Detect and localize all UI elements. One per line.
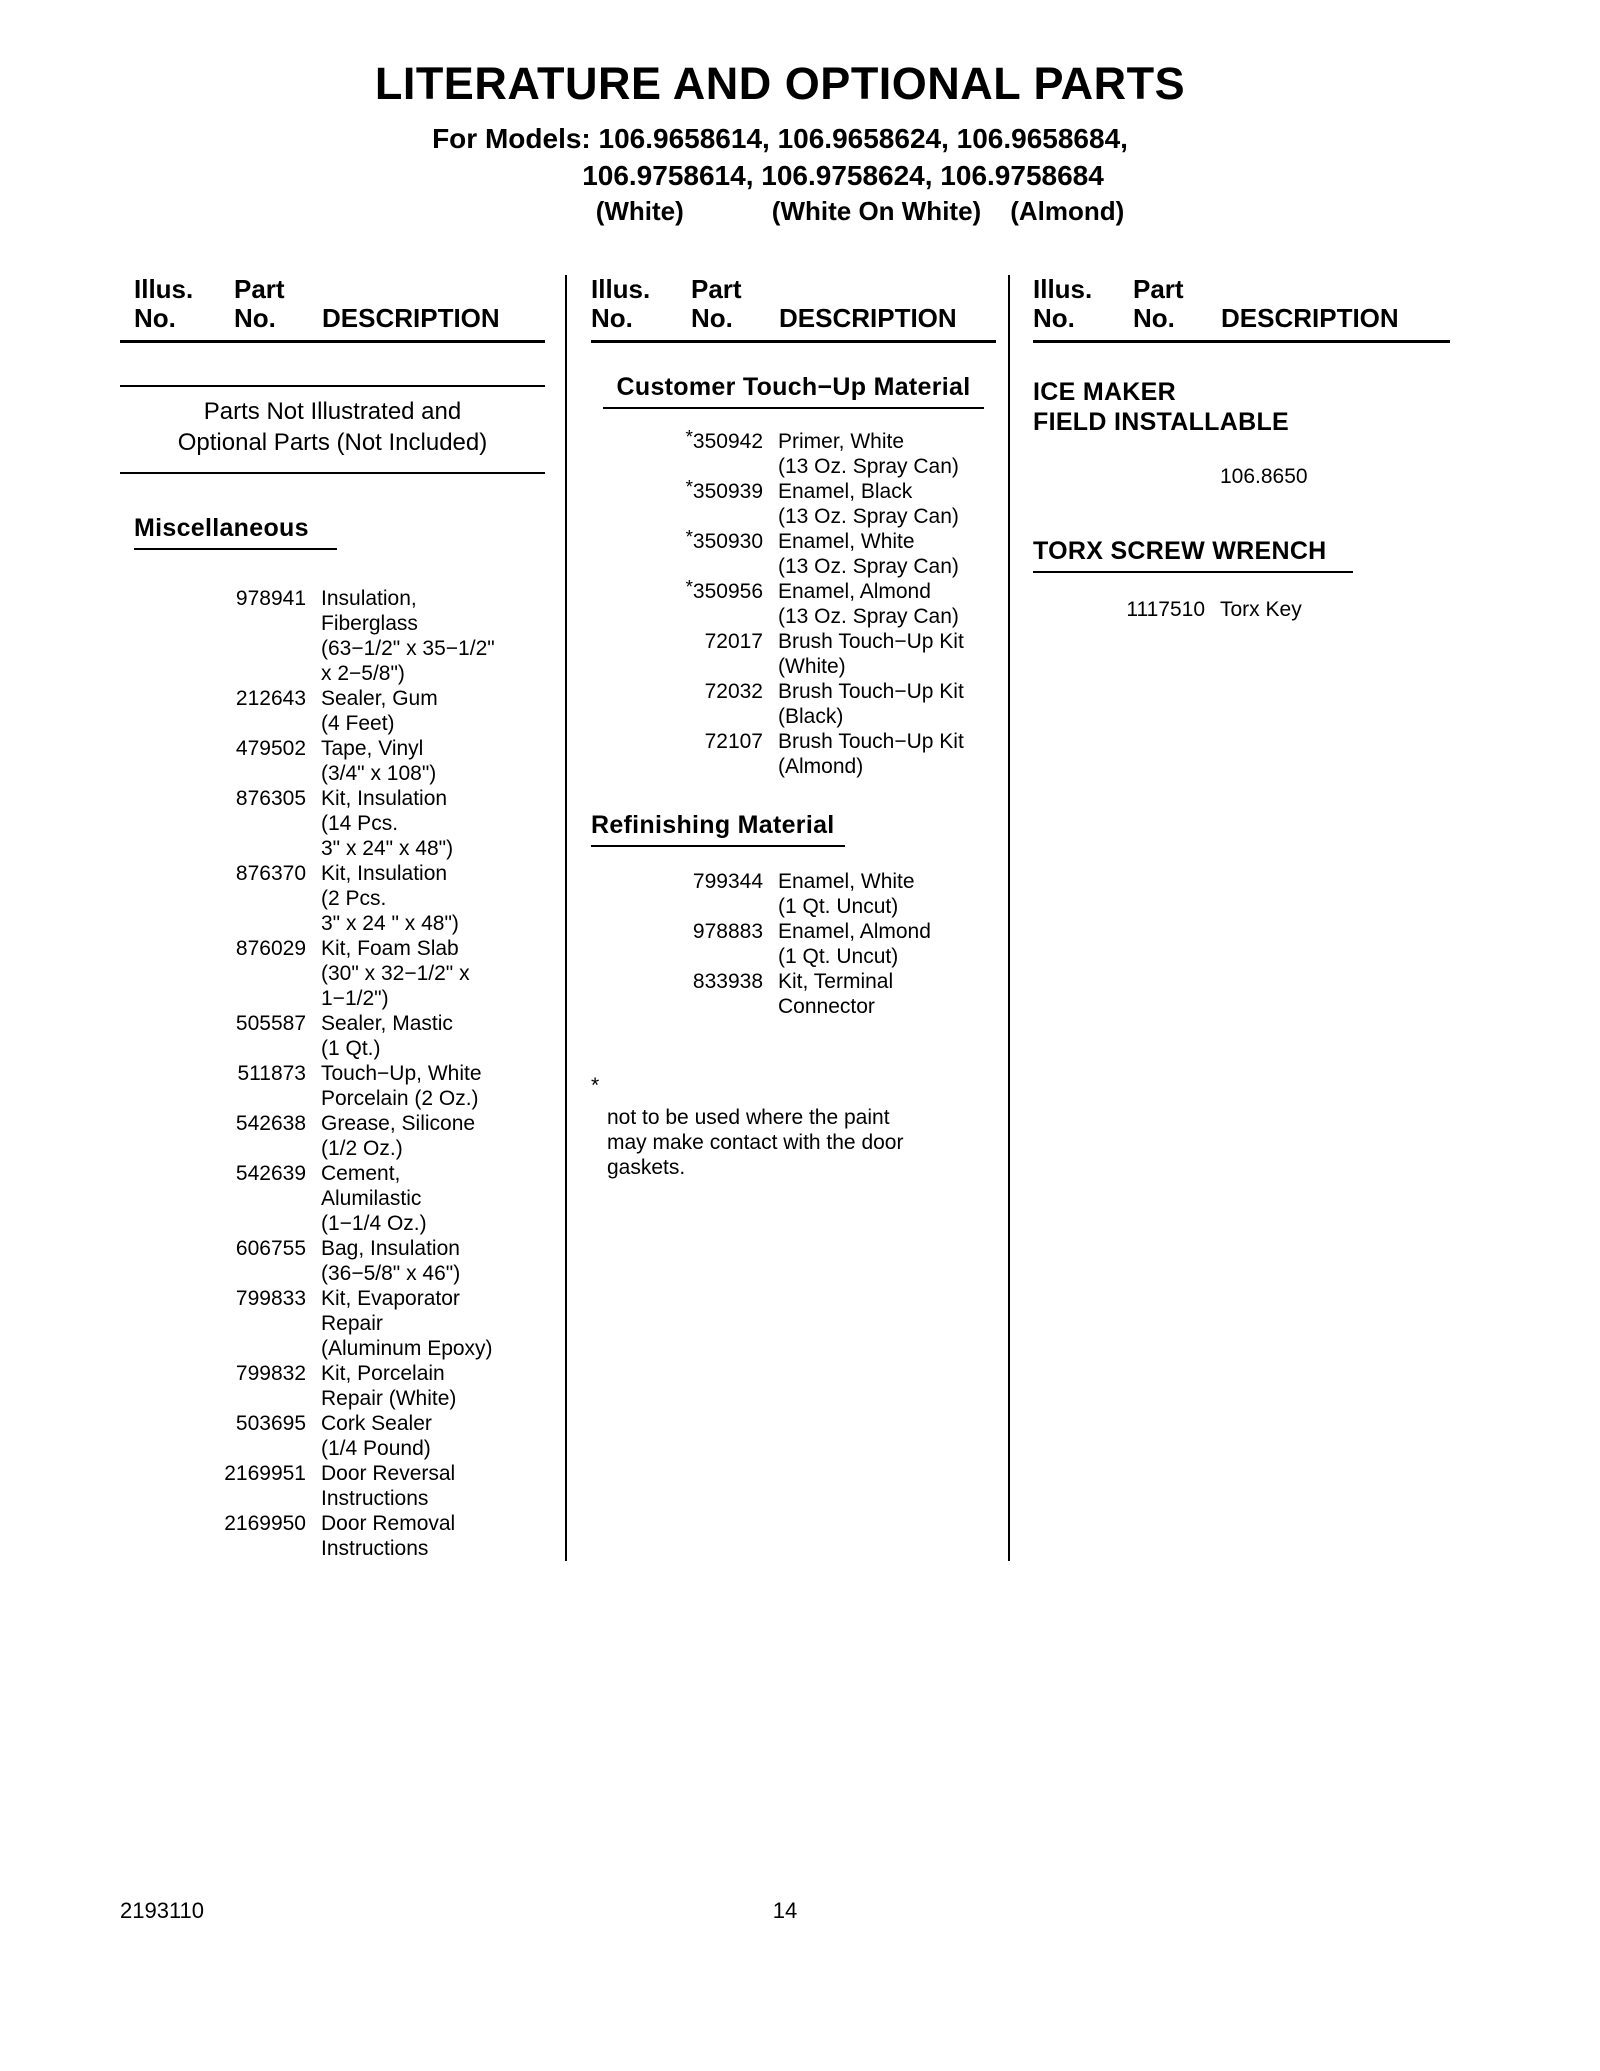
footnote-asterisk: *	[685, 527, 693, 548]
no-label: No.	[234, 303, 276, 333]
no-label: No.	[134, 303, 176, 333]
description-line: (1 Qt. Uncut)	[778, 945, 899, 968]
part-description	[321, 786, 545, 861]
description-line: (14 Pcs.	[321, 812, 399, 835]
description-line: Kit, Foam Slab	[321, 937, 459, 960]
part-description	[321, 1461, 545, 1511]
finish-almond: (Almond)	[1010, 196, 1125, 226]
description-line: Cork Sealer	[321, 1412, 432, 1435]
part-number: 876029	[235, 937, 306, 960]
part-description	[778, 969, 996, 1019]
description-line: Kit, Insulation	[321, 862, 448, 885]
miscellaneous-parts-list	[120, 586, 545, 1561]
finish-white-on-white: (White On White)	[771, 196, 982, 226]
part-row	[591, 629, 996, 679]
part-number: 511873	[237, 1062, 306, 1085]
part-row	[134, 686, 545, 736]
description-line: (1/2 Oz.)	[321, 1137, 403, 1160]
document-number: 2193110	[120, 1898, 205, 1923]
part-row	[591, 969, 996, 1019]
part-description	[321, 586, 545, 686]
part-number: 1117510	[1126, 598, 1205, 621]
part-row	[134, 1461, 545, 1511]
description-line: (1/4 Pound)	[321, 1437, 431, 1460]
description-line: Door Removal	[321, 1512, 456, 1535]
part-number: *350956	[685, 577, 763, 603]
description-line: (Black)	[778, 705, 844, 728]
part-description	[778, 629, 996, 679]
description-line: Touch−Up, White	[321, 1062, 482, 1085]
description-line: Enamel, Almond	[778, 920, 931, 943]
column-header-row-1	[1033, 275, 1450, 304]
description-line: Kit, Terminal	[778, 970, 894, 993]
part-number: 978941	[235, 587, 306, 610]
description-line: Brush Touch−Up Kit	[778, 630, 964, 653]
description-line: 1−1/2")	[321, 987, 389, 1010]
description-line: x 2−5/8")	[321, 662, 405, 685]
part-number: 606755	[235, 1237, 306, 1260]
part-row	[591, 579, 996, 629]
description-line: Enamel, Almond	[778, 580, 931, 603]
part-description	[778, 429, 996, 479]
part-row	[134, 861, 545, 936]
part-number: 505587	[235, 1012, 306, 1035]
part-number: 876305	[235, 787, 306, 810]
part-row	[134, 1286, 545, 1361]
no-label: No.	[1133, 303, 1175, 333]
part-description	[321, 1361, 545, 1411]
footnote-line: not to be used where the paint	[607, 1106, 890, 1129]
column-header-row-1	[134, 275, 545, 304]
description-line: (2 Pcs.	[321, 887, 387, 910]
part-description	[778, 679, 996, 729]
column-touch-up	[565, 275, 1010, 1561]
part-number: 212643	[235, 687, 306, 710]
part-description	[321, 1411, 545, 1461]
part-row	[134, 786, 545, 861]
description-line: (13 Oz. Spray Can)	[778, 455, 959, 478]
part-description	[321, 1511, 545, 1561]
description-line: Door Reversal	[321, 1462, 456, 1485]
footnote	[591, 1073, 996, 1180]
description-line: (White)	[778, 655, 846, 678]
finish-labels	[80, 196, 1600, 227]
part-number: 876370	[235, 862, 306, 885]
description-line: Cement,	[321, 1162, 401, 1185]
section-title-customer-touch-up: Customer Touch−Up Material	[603, 373, 985, 409]
page-footer	[120, 1898, 1450, 1924]
description-label: DESCRIPTION	[322, 303, 500, 333]
description-line: 3" x 24 " x 48")	[321, 912, 459, 935]
illus-label: Illus.	[1033, 274, 1093, 304]
description-line: (1 Qt. Uncut)	[778, 895, 899, 918]
footnote-text	[591, 1105, 996, 1180]
parts-not-illustrated-note	[120, 385, 545, 474]
part-row	[591, 429, 996, 479]
part-number: 72032	[704, 680, 763, 703]
part-number: 479502	[235, 737, 306, 760]
part-number: 72017	[704, 630, 763, 653]
description-line: (4 Feet)	[321, 712, 395, 735]
part-row	[134, 586, 545, 686]
parts-columns	[120, 275, 1450, 1561]
part-label: Part	[234, 274, 285, 304]
column-header	[1033, 275, 1450, 343]
description-line: Enamel, Black	[778, 480, 913, 503]
description-line: Alumilastic	[321, 1187, 422, 1210]
part-description	[321, 1111, 545, 1161]
no-label: No.	[1033, 303, 1075, 333]
description-label: DESCRIPTION	[779, 303, 957, 333]
section-title-refinishing: Refinishing Material	[591, 811, 845, 847]
part-row	[591, 869, 996, 919]
illus-label: Illus.	[134, 274, 194, 304]
part-description	[321, 861, 545, 936]
ice-maker-heading	[1033, 377, 1450, 437]
finish-white: (White)	[595, 196, 684, 226]
description-line: Kit, Evaporator	[321, 1287, 460, 1310]
description-line: (63−1/2" x 35−1/2"	[321, 637, 495, 660]
part-description	[778, 729, 996, 779]
part-row	[134, 1011, 545, 1061]
column-ice-maker-torx	[1010, 275, 1450, 1561]
refinishing-parts-list	[591, 869, 996, 1019]
document-header	[0, 0, 1600, 227]
part-row	[591, 529, 996, 579]
refinishing-heading-wrap	[591, 811, 996, 847]
description-line: (36−5/8" x 46")	[321, 1262, 461, 1285]
part-row	[134, 736, 545, 786]
description-line: Grease, Silicone	[321, 1112, 476, 1135]
note-line: Parts Not Illustrated and	[203, 398, 462, 425]
description-line: Torx Key	[1220, 598, 1302, 621]
page-title: LITERATURE AND OPTIONAL PARTS	[374, 58, 1186, 109]
part-label: Part	[691, 274, 742, 304]
part-row	[1033, 597, 1450, 622]
footnote-asterisk: *	[591, 1074, 600, 1097]
description-line: (13 Oz. Spray Can)	[778, 605, 959, 628]
part-row	[591, 479, 996, 529]
part-number: 799832	[235, 1362, 306, 1385]
miscellaneous-heading-wrap	[134, 514, 545, 550]
part-number: 542638	[235, 1112, 306, 1135]
touch-up-heading-wrap	[591, 373, 996, 409]
part-row	[134, 1361, 545, 1411]
footnote-asterisk: *	[685, 427, 693, 448]
part-number: *350942	[685, 427, 763, 453]
no-label: No.	[691, 303, 733, 333]
spacer	[322, 275, 545, 304]
column-miscellaneous	[120, 275, 565, 1561]
part-description	[321, 936, 545, 1011]
part-number: *350930	[685, 527, 763, 553]
part-description	[778, 869, 996, 919]
description-line: Tape, Vinyl	[321, 737, 424, 760]
description-line: (13 Oz. Spray Can)	[778, 505, 959, 528]
column-header-row-2	[134, 304, 545, 333]
description-line: Bag, Insulation	[321, 1237, 460, 1260]
description-line: Repair (White)	[321, 1387, 457, 1410]
column-header	[120, 275, 545, 343]
column-header	[591, 275, 996, 343]
description-line: Sealer, Gum	[321, 687, 438, 710]
part-row	[591, 919, 996, 969]
torx-parts-list	[1033, 597, 1450, 622]
section-title-torx-screw-wrench: TORX SCREW WRENCH	[1033, 537, 1353, 573]
part-description	[321, 1161, 545, 1236]
models-line-1: For Models: 106.9658614, 106.9658624, 106.9658684,	[432, 123, 1128, 154]
part-description	[778, 919, 996, 969]
column-header-row-2	[1033, 304, 1450, 333]
part-row	[134, 1236, 545, 1286]
column-header-row-1	[591, 275, 996, 304]
part-number: 799344	[692, 870, 763, 893]
description-line: (1 Qt.)	[321, 1037, 381, 1060]
ice-maker-part-number: 106.8650	[1220, 465, 1308, 488]
part-number: *350939	[685, 477, 763, 503]
description-line: Porcelain (2 Oz.)	[321, 1087, 479, 1110]
spacer	[1221, 275, 1450, 304]
description-label: DESCRIPTION	[1221, 303, 1399, 333]
models-line-2: 106.9758614, 106.9758624, 106.9758684	[582, 160, 1104, 191]
part-row	[591, 679, 996, 729]
part-number: 833938	[692, 970, 763, 993]
description-line: Kit, Insulation	[321, 787, 448, 810]
part-label: Part	[1133, 274, 1184, 304]
part-row	[134, 1061, 545, 1111]
part-number: 72107	[704, 730, 763, 753]
page-number: 14	[772, 1898, 798, 1923]
part-description	[321, 736, 545, 786]
footnote-asterisk: *	[685, 577, 693, 598]
description-line: Primer, White	[778, 430, 905, 453]
part-number: 2169951	[224, 1462, 306, 1485]
description-line: (13 Oz. Spray Can)	[778, 555, 959, 578]
part-description	[321, 1061, 545, 1111]
description-line: (3/4" x 108")	[321, 762, 437, 785]
description-line: Enamel, White	[778, 870, 915, 893]
footnote-asterisk: *	[685, 477, 693, 498]
description-line: (1−1/4 Oz.)	[321, 1212, 427, 1235]
part-description	[1220, 597, 1450, 622]
part-row	[134, 1411, 545, 1461]
part-description	[321, 1011, 545, 1061]
description-line: Sealer, Mastic	[321, 1012, 453, 1035]
part-description	[321, 1286, 545, 1361]
part-number: 2169950	[224, 1512, 306, 1535]
footnote-line: gaskets.	[607, 1156, 686, 1179]
part-row	[134, 1511, 545, 1561]
part-row	[134, 1161, 545, 1236]
description-line: Insulation,	[321, 587, 417, 610]
part-description	[778, 479, 996, 529]
description-line: Fiberglass	[321, 612, 418, 635]
description-line: (Aluminum Epoxy)	[321, 1337, 493, 1360]
description-line: Enamel, White	[778, 530, 915, 553]
footnote-line: may make contact with the door	[607, 1131, 904, 1154]
description-line: Connector	[778, 995, 875, 1018]
torx-heading-wrap	[1033, 537, 1450, 573]
part-number: 978883	[692, 920, 763, 943]
description-line: Repair	[321, 1312, 383, 1335]
ice-maker-heading-line: FIELD INSTALLABLE	[1033, 408, 1290, 436]
part-description	[778, 529, 996, 579]
part-description	[321, 1236, 545, 1286]
section-title-miscellaneous: Miscellaneous	[134, 514, 337, 550]
part-row	[134, 1111, 545, 1161]
description-line: (30" x 32−1/2" x	[321, 962, 470, 985]
part-number: 503695	[235, 1412, 306, 1435]
description-line: Brush Touch−Up Kit	[778, 730, 964, 753]
touch-up-parts-list	[591, 429, 996, 779]
description-line: 3" x 24" x 48")	[321, 837, 454, 860]
no-label: No.	[591, 303, 633, 333]
description-line: Kit, Porcelain	[321, 1362, 445, 1385]
ice-maker-heading-line: ICE MAKER	[1033, 378, 1176, 406]
description-line: Instructions	[321, 1487, 429, 1510]
part-number: 799833	[235, 1287, 306, 1310]
part-row	[134, 936, 545, 1011]
note-line: Optional Parts (Not Included)	[177, 429, 488, 456]
description-line: Instructions	[321, 1537, 429, 1560]
part-description	[778, 579, 996, 629]
column-header-row-2	[591, 304, 996, 333]
part-number: 542639	[235, 1162, 306, 1185]
illus-label: Illus.	[591, 274, 651, 304]
description-line: Brush Touch−Up Kit	[778, 680, 964, 703]
spacer	[779, 275, 996, 304]
part-row	[591, 729, 996, 779]
description-line: (Almond)	[778, 755, 864, 778]
part-description	[321, 686, 545, 736]
